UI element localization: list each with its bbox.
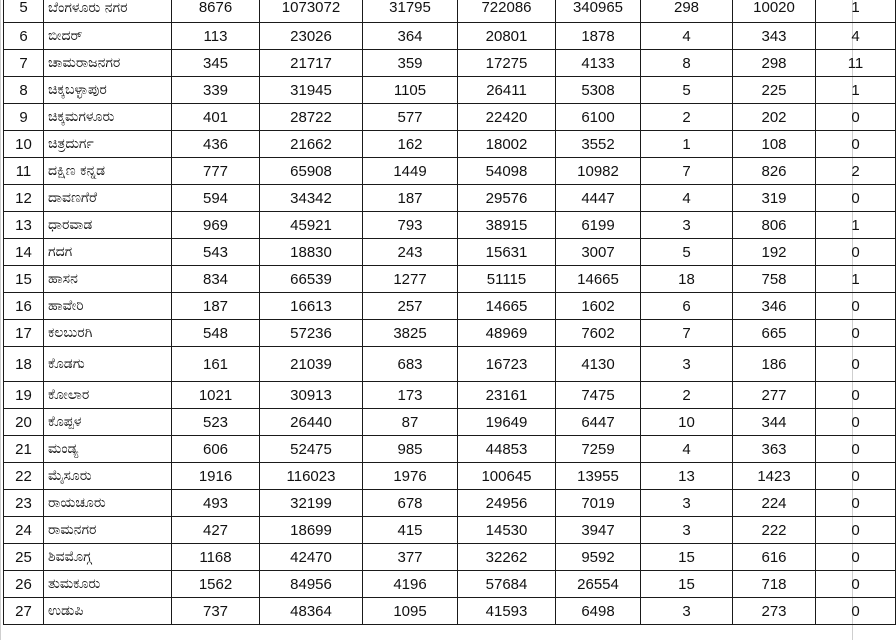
value-col-6-cell: 6	[641, 293, 733, 320]
value-col-6-cell: 298	[641, 0, 733, 23]
value-col-8-cell: 0	[816, 347, 896, 382]
value-col-6-cell: 7	[641, 320, 733, 347]
value-col-8-cell: 0	[816, 185, 896, 212]
value-col-6-cell: 15	[641, 544, 733, 571]
table-row	[4, 598, 896, 625]
value-col-5-cell: 4447	[556, 185, 641, 212]
value-col-4-cell: 48969	[458, 320, 556, 347]
value-col-1-cell: 1168	[172, 544, 260, 571]
value-col-1-cell: 606	[172, 436, 260, 463]
value-col-6-cell: 3	[641, 490, 733, 517]
value-col-8-cell: 0	[816, 571, 896, 598]
value-col-3-cell: 162	[363, 131, 458, 158]
sl-no-cell: 10	[4, 131, 44, 158]
value-col-5-cell: 13955	[556, 463, 641, 490]
sl-no-cell: 16	[4, 293, 44, 320]
value-col-4-cell: 15631	[458, 239, 556, 266]
value-col-1-cell: 187	[172, 293, 260, 320]
value-col-3-cell: 364	[363, 23, 458, 50]
value-col-8-cell: 0	[816, 598, 896, 625]
value-col-2-cell: 65908	[260, 158, 363, 185]
value-col-2-cell: 26440	[260, 409, 363, 436]
value-col-4-cell: 24956	[458, 490, 556, 517]
value-col-3-cell: 1105	[363, 77, 458, 104]
value-col-3-cell: 3825	[363, 320, 458, 347]
value-col-8-cell: 0	[816, 517, 896, 544]
value-col-7-cell: 273	[733, 598, 816, 625]
value-col-5-cell: 7475	[556, 382, 641, 409]
table-row	[4, 463, 896, 490]
value-col-2-cell: 21662	[260, 131, 363, 158]
district-name-cell: ಚಾಮರಾಜನಗರ	[44, 50, 172, 77]
district-name-cell: ರಾಯಚೂರು	[44, 490, 172, 517]
value-col-5-cell: 340965	[556, 0, 641, 23]
sl-no-cell: 5	[4, 0, 44, 23]
value-col-2-cell: 42470	[260, 544, 363, 571]
district-name-cell: ಮಂಡ್ಯ	[44, 436, 172, 463]
value-col-5-cell: 10982	[556, 158, 641, 185]
value-col-4-cell: 14530	[458, 517, 556, 544]
value-col-6-cell: 13	[641, 463, 733, 490]
value-col-4-cell: 16723	[458, 347, 556, 382]
value-col-3-cell: 243	[363, 239, 458, 266]
value-col-2-cell: 28722	[260, 104, 363, 131]
sl-no-cell: 11	[4, 158, 44, 185]
value-col-7-cell: 1423	[733, 463, 816, 490]
value-col-3-cell: 31795	[363, 0, 458, 23]
district-name-cell: ಚಿತ್ರದುರ್ಗ	[44, 131, 172, 158]
value-col-5-cell: 6199	[556, 212, 641, 239]
value-col-7-cell: 108	[733, 131, 816, 158]
value-col-6-cell: 1	[641, 131, 733, 158]
value-col-5-cell: 6498	[556, 598, 641, 625]
value-col-1-cell: 427	[172, 517, 260, 544]
value-col-5-cell: 3007	[556, 239, 641, 266]
value-col-7-cell: 192	[733, 239, 816, 266]
value-col-4-cell: 20801	[458, 23, 556, 50]
value-col-8-cell: 0	[816, 293, 896, 320]
value-col-3-cell: 1449	[363, 158, 458, 185]
value-col-1-cell: 1562	[172, 571, 260, 598]
value-col-1-cell: 345	[172, 50, 260, 77]
district-statistics-document	[3, 0, 864, 625]
table-row	[4, 293, 896, 320]
value-col-2-cell: 52475	[260, 436, 363, 463]
value-col-6-cell: 3	[641, 598, 733, 625]
sl-no-cell: 25	[4, 544, 44, 571]
value-col-1-cell: 401	[172, 104, 260, 131]
value-col-3-cell: 985	[363, 436, 458, 463]
value-col-5-cell: 1878	[556, 23, 641, 50]
value-col-4-cell: 38915	[458, 212, 556, 239]
value-col-8-cell: 0	[816, 463, 896, 490]
value-col-1-cell: 1916	[172, 463, 260, 490]
table-row	[4, 239, 896, 266]
value-col-4-cell: 14665	[458, 293, 556, 320]
value-col-3-cell: 415	[363, 517, 458, 544]
district-name-cell: ತುಮಕೂರು	[44, 571, 172, 598]
table-row	[4, 0, 896, 23]
district-name-cell: ಕೊಡಗು	[44, 347, 172, 382]
value-col-2-cell: 48364	[260, 598, 363, 625]
sl-no-cell: 21	[4, 436, 44, 463]
value-col-4-cell: 22420	[458, 104, 556, 131]
sl-no-cell: 9	[4, 104, 44, 131]
sl-no-cell: 24	[4, 517, 44, 544]
value-col-5-cell: 4133	[556, 50, 641, 77]
value-col-7-cell: 363	[733, 436, 816, 463]
value-col-8-cell: 0	[816, 436, 896, 463]
sl-no-cell: 23	[4, 490, 44, 517]
value-col-7-cell: 343	[733, 23, 816, 50]
value-col-3-cell: 257	[363, 293, 458, 320]
value-col-4-cell: 19649	[458, 409, 556, 436]
value-col-1-cell: 339	[172, 77, 260, 104]
value-col-6-cell: 3	[641, 517, 733, 544]
value-col-7-cell: 222	[733, 517, 816, 544]
value-col-3-cell: 4196	[363, 571, 458, 598]
value-col-4-cell: 722086	[458, 0, 556, 23]
value-col-5-cell: 7602	[556, 320, 641, 347]
table-body	[4, 0, 896, 625]
value-col-1-cell: 834	[172, 266, 260, 293]
sl-no-cell: 13	[4, 212, 44, 239]
value-col-8-cell: 0	[816, 104, 896, 131]
value-col-6-cell: 18	[641, 266, 733, 293]
value-col-4-cell: 32262	[458, 544, 556, 571]
value-col-8-cell: 1	[816, 212, 896, 239]
district-name-cell: ಕೋಲಾರ	[44, 382, 172, 409]
value-col-7-cell: 665	[733, 320, 816, 347]
value-col-3-cell: 359	[363, 50, 458, 77]
district-name-cell: ಕಲಬುರಗಿ	[44, 320, 172, 347]
value-col-8-cell: 4	[816, 23, 896, 50]
value-col-2-cell: 23026	[260, 23, 363, 50]
table-row	[4, 50, 896, 77]
sl-no-cell: 14	[4, 239, 44, 266]
value-col-3-cell: 1095	[363, 598, 458, 625]
value-col-1-cell: 113	[172, 23, 260, 50]
value-col-8-cell: 0	[816, 320, 896, 347]
value-col-3-cell: 1976	[363, 463, 458, 490]
table-row	[4, 158, 896, 185]
value-col-7-cell: 344	[733, 409, 816, 436]
value-col-8-cell: 0	[816, 490, 896, 517]
table-row	[4, 571, 896, 598]
value-col-1-cell: 493	[172, 490, 260, 517]
value-col-1-cell: 737	[172, 598, 260, 625]
district-name-cell: ಚಿಕ್ಕಬಳ್ಳಾಪುರ	[44, 77, 172, 104]
table-row	[4, 185, 896, 212]
table-row	[4, 409, 896, 436]
value-col-6-cell: 5	[641, 239, 733, 266]
value-col-7-cell: 277	[733, 382, 816, 409]
sl-no-cell: 18	[4, 347, 44, 382]
district-name-cell: ಮೈಸೂರು	[44, 463, 172, 490]
value-col-7-cell: 225	[733, 77, 816, 104]
value-col-1-cell: 8676	[172, 0, 260, 23]
district-name-cell: ಧಾರವಾಡ	[44, 212, 172, 239]
value-col-5-cell: 7019	[556, 490, 641, 517]
value-col-2-cell: 45921	[260, 212, 363, 239]
table-row	[4, 104, 896, 131]
value-col-5-cell: 6100	[556, 104, 641, 131]
value-col-6-cell: 2	[641, 382, 733, 409]
value-col-8-cell: 1	[816, 266, 896, 293]
sl-no-cell: 22	[4, 463, 44, 490]
value-col-5-cell: 26554	[556, 571, 641, 598]
sl-no-cell: 7	[4, 50, 44, 77]
value-col-3-cell: 377	[363, 544, 458, 571]
district-name-cell: ಉಡುಪಿ	[44, 598, 172, 625]
value-col-3-cell: 187	[363, 185, 458, 212]
district-data-table	[3, 0, 896, 625]
value-col-8-cell: 0	[816, 544, 896, 571]
table-row	[4, 436, 896, 463]
value-col-7-cell: 319	[733, 185, 816, 212]
value-col-1-cell: 523	[172, 409, 260, 436]
value-col-2-cell: 21039	[260, 347, 363, 382]
value-col-6-cell: 3	[641, 212, 733, 239]
district-name-cell: ಶಿವಮೊಗ್ಗ	[44, 544, 172, 571]
value-col-2-cell: 57236	[260, 320, 363, 347]
value-col-8-cell: 0	[816, 382, 896, 409]
value-col-4-cell: 17275	[458, 50, 556, 77]
sl-no-cell: 19	[4, 382, 44, 409]
value-col-1-cell: 161	[172, 347, 260, 382]
value-col-3-cell: 678	[363, 490, 458, 517]
value-col-6-cell: 4	[641, 436, 733, 463]
value-col-7-cell: 224	[733, 490, 816, 517]
value-col-2-cell: 18830	[260, 239, 363, 266]
district-name-cell: ಹಾಸನ	[44, 266, 172, 293]
district-name-cell: ರಾಮನಗರ	[44, 517, 172, 544]
value-col-6-cell: 15	[641, 571, 733, 598]
district-name-cell: ಗದಗ	[44, 239, 172, 266]
district-name-cell: ಬೆಂಗಳೂರು ನಗರ	[44, 0, 172, 23]
value-col-3-cell: 577	[363, 104, 458, 131]
table-row	[4, 490, 896, 517]
value-col-2-cell: 31945	[260, 77, 363, 104]
value-col-7-cell: 826	[733, 158, 816, 185]
value-col-1-cell: 543	[172, 239, 260, 266]
sl-no-cell: 27	[4, 598, 44, 625]
value-col-3-cell: 173	[363, 382, 458, 409]
sl-no-cell: 20	[4, 409, 44, 436]
value-col-8-cell: 0	[816, 239, 896, 266]
value-col-7-cell: 346	[733, 293, 816, 320]
value-col-6-cell: 4	[641, 23, 733, 50]
value-col-6-cell: 7	[641, 158, 733, 185]
value-col-4-cell: 26411	[458, 77, 556, 104]
sl-no-cell: 6	[4, 23, 44, 50]
table-row	[4, 266, 896, 293]
value-col-6-cell: 2	[641, 104, 733, 131]
table-row	[4, 544, 896, 571]
value-col-2-cell: 66539	[260, 266, 363, 293]
value-col-2-cell: 30913	[260, 382, 363, 409]
district-name-cell: ಕೊಪ್ಪಳ	[44, 409, 172, 436]
value-col-5-cell: 7259	[556, 436, 641, 463]
value-col-6-cell: 8	[641, 50, 733, 77]
value-col-2-cell: 116023	[260, 463, 363, 490]
value-col-6-cell: 4	[641, 185, 733, 212]
table-row	[4, 131, 896, 158]
value-col-1-cell: 594	[172, 185, 260, 212]
value-col-8-cell: 11	[816, 50, 896, 77]
value-col-4-cell: 41593	[458, 598, 556, 625]
value-col-8-cell: 1	[816, 0, 896, 23]
value-col-2-cell: 18699	[260, 517, 363, 544]
value-col-5-cell: 14665	[556, 266, 641, 293]
value-col-4-cell: 18002	[458, 131, 556, 158]
value-col-1-cell: 436	[172, 131, 260, 158]
value-col-7-cell: 718	[733, 571, 816, 598]
table-row	[4, 77, 896, 104]
value-col-2-cell: 21717	[260, 50, 363, 77]
sl-no-cell: 26	[4, 571, 44, 598]
value-col-1-cell: 969	[172, 212, 260, 239]
value-col-3-cell: 683	[363, 347, 458, 382]
value-col-4-cell: 51115	[458, 266, 556, 293]
district-name-cell: ಚಿಕ್ಕಮಗಳೂರು	[44, 104, 172, 131]
value-col-7-cell: 616	[733, 544, 816, 571]
sl-no-cell: 17	[4, 320, 44, 347]
value-col-2-cell: 34342	[260, 185, 363, 212]
value-col-5-cell: 6447	[556, 409, 641, 436]
value-col-7-cell: 806	[733, 212, 816, 239]
sl-no-cell: 12	[4, 185, 44, 212]
district-name-cell: ದಕ್ಷಿಣ ಕನ್ನಡ	[44, 158, 172, 185]
value-col-1-cell: 1021	[172, 382, 260, 409]
value-col-2-cell: 16613	[260, 293, 363, 320]
value-col-7-cell: 298	[733, 50, 816, 77]
value-col-4-cell: 54098	[458, 158, 556, 185]
value-col-3-cell: 87	[363, 409, 458, 436]
district-name-cell: ಹಾವೇರಿ	[44, 293, 172, 320]
district-name-cell: ದಾವಣಗೆರೆ	[44, 185, 172, 212]
value-col-4-cell: 57684	[458, 571, 556, 598]
value-col-7-cell: 186	[733, 347, 816, 382]
value-col-3-cell: 793	[363, 212, 458, 239]
value-col-8-cell: 0	[816, 409, 896, 436]
value-col-1-cell: 777	[172, 158, 260, 185]
value-col-5-cell: 1602	[556, 293, 641, 320]
value-col-4-cell: 44853	[458, 436, 556, 463]
table-row	[4, 320, 896, 347]
value-col-6-cell: 5	[641, 77, 733, 104]
sl-no-cell: 8	[4, 77, 44, 104]
value-col-7-cell: 758	[733, 266, 816, 293]
value-col-5-cell: 9592	[556, 544, 641, 571]
district-name-cell: ಬೀದರ್	[44, 23, 172, 50]
value-col-5-cell: 5308	[556, 77, 641, 104]
value-col-7-cell: 202	[733, 104, 816, 131]
value-col-6-cell: 10	[641, 409, 733, 436]
value-col-5-cell: 3552	[556, 131, 641, 158]
value-col-7-cell: 10020	[733, 0, 816, 23]
sl-no-cell: 15	[4, 266, 44, 293]
value-col-8-cell: 0	[816, 131, 896, 158]
value-col-4-cell: 100645	[458, 463, 556, 490]
value-col-1-cell: 548	[172, 320, 260, 347]
left-edge-line	[0, 0, 1, 640]
value-col-8-cell: 1	[816, 77, 896, 104]
table-row	[4, 347, 896, 382]
value-col-2-cell: 32199	[260, 490, 363, 517]
value-col-3-cell: 1277	[363, 266, 458, 293]
table-row	[4, 212, 896, 239]
table-row	[4, 517, 896, 544]
value-col-8-cell: 2	[816, 158, 896, 185]
table-row	[4, 23, 896, 50]
value-col-4-cell: 23161	[458, 382, 556, 409]
value-col-5-cell: 4130	[556, 347, 641, 382]
value-col-2-cell: 1073072	[260, 0, 363, 23]
value-col-2-cell: 84956	[260, 571, 363, 598]
value-col-4-cell: 29576	[458, 185, 556, 212]
table-row	[4, 382, 896, 409]
value-col-5-cell: 3947	[556, 517, 641, 544]
value-col-6-cell: 3	[641, 347, 733, 382]
